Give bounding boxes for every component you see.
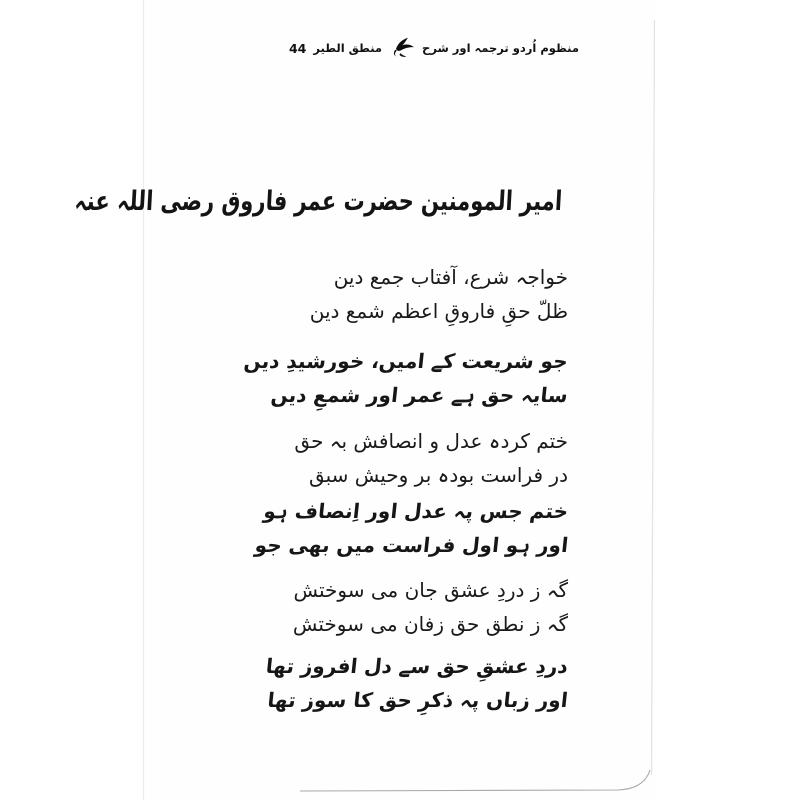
poem-line: اور زباں پہ ذکرِ حق کا سوز تھا	[266, 688, 570, 712]
poem-line: دردِ عشقِ حق سے دل افروز تھا	[264, 654, 570, 678]
poem-line: ختم کردہ عدل و انصافش بہ حق	[294, 429, 568, 453]
chapter-heading: امیر المومنین حضرت عمر فاروق رضی اللہ عنہ	[73, 186, 563, 217]
poem-stanza-4	[255, 494, 568, 562]
poem-stanza-5	[293, 573, 568, 641]
poem-stanza-6	[266, 649, 568, 717]
poem-stanza-3	[294, 424, 568, 492]
poem-line: ظلّ حقِ فاروقِ اعظم شمع دین	[309, 299, 568, 323]
poem-line: اور ہو اول فراست میں بھی جو	[253, 533, 570, 557]
poem-stanza-1	[310, 260, 568, 328]
header-book-title: منطق الطیر	[313, 41, 383, 55]
poem-line: ختم جس پہ عدل اور اِنصاف ہو	[262, 499, 570, 523]
poem-line: جو شریعت کے امیں، خورشیدِ دیں	[242, 349, 570, 373]
poem-line: خواجہ شرع، آفتاب جمع دین	[333, 265, 568, 289]
poem-line: گہ ز نطق حق زفان می سوختش	[292, 612, 568, 636]
header-tagline: منظوم اُردو ترجمہ اور شرح	[422, 41, 579, 55]
poem-line: گہ ز دردِ عشق جان می سوختش	[293, 578, 568, 602]
header-page-number: 44	[288, 40, 307, 56]
poem-body	[143, 0, 655, 800]
poem-stanza-2	[244, 344, 568, 412]
poem-line: در فراست بودہ بر وحیش سبق	[308, 463, 568, 487]
poem-line: سایہ حق ہے عمر اور شمعِ دیں	[269, 383, 570, 407]
